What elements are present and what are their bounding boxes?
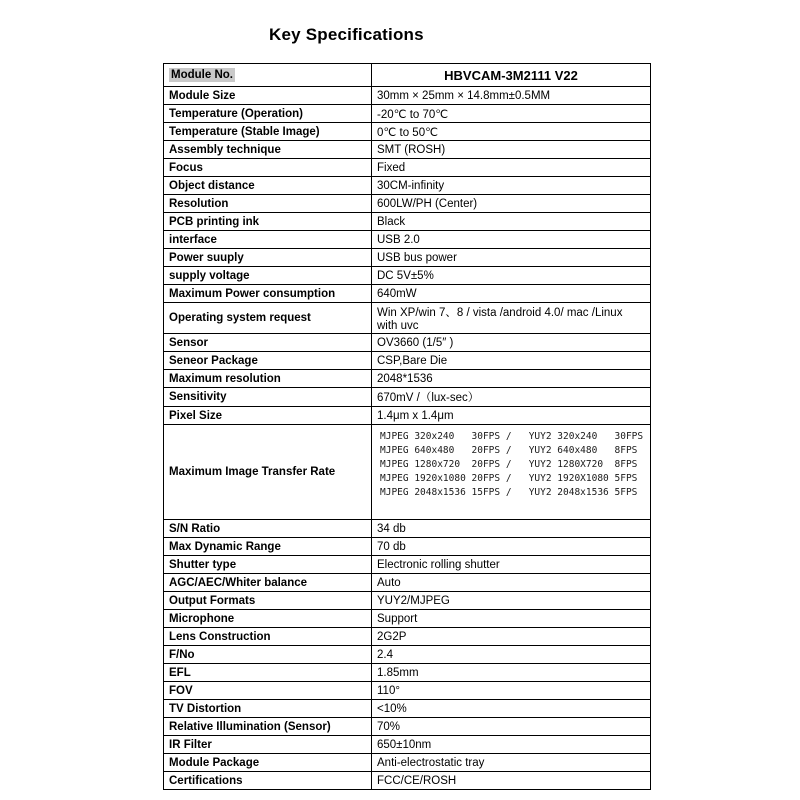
spec-label-cell: Temperature (Operation)	[164, 105, 372, 123]
transfer-rate-line: MJPEG 640x480 20FPS / YUY2 640x480 8FPS	[380, 444, 638, 456]
spec-value-cell: 2048*1536	[372, 370, 651, 388]
spec-row	[164, 231, 651, 249]
spec-value-cell: 70 db	[372, 538, 651, 556]
spec-value-cell: 0℃ to 50℃	[372, 123, 651, 141]
spec-value-cell: Fixed	[372, 159, 651, 177]
spec-label-cell: Assembly technique	[164, 141, 372, 159]
spec-row	[164, 556, 651, 574]
spec-label-cell: Power suuply	[164, 249, 372, 267]
module-no-highlight: Module No.	[171, 69, 233, 81]
spec-label-cell: S/N Ratio	[164, 520, 372, 538]
spec-value-cell: OV3660 (1/5″ )	[372, 334, 651, 352]
spec-value-cell: SMT (ROSH)	[372, 141, 651, 159]
spec-row	[164, 141, 651, 159]
spec-label-cell: Sensor	[164, 334, 372, 352]
transfer-rate-line: MJPEG 2048x1536 15FPS / YUY2 2048x1536 5FPS	[380, 486, 638, 498]
spec-row	[164, 736, 651, 754]
spec-value-cell: 670mV /（lux-sec）	[372, 388, 651, 407]
spec-row	[164, 407, 651, 425]
spec-label-cell: Object distance	[164, 177, 372, 195]
spec-value-cell: FCC/CE/ROSH	[372, 772, 651, 790]
spec-row	[164, 177, 651, 195]
spec-label-cell: Focus	[164, 159, 372, 177]
spec-label-cell: Module Size	[164, 87, 372, 105]
spec-label-cell: Module Package	[164, 754, 372, 772]
spec-label-cell: Relative Illumination (Sensor)	[164, 718, 372, 736]
spec-value-cell: Electronic rolling shutter	[372, 556, 651, 574]
spec-row	[164, 285, 651, 303]
spec-label-cell: Shutter type	[164, 556, 372, 574]
spec-row	[164, 646, 651, 664]
spec-label-cell: FOV	[164, 682, 372, 700]
spec-row	[164, 628, 651, 646]
spec-row	[164, 195, 651, 213]
spec-value-cell: YUY2/MJPEG	[372, 592, 651, 610]
spec-value-cell: 70%	[372, 718, 651, 736]
spec-label-cell: Temperature (Stable Image)	[164, 123, 372, 141]
spec-table	[163, 63, 651, 790]
spec-row	[164, 87, 651, 105]
spec-row	[164, 105, 651, 123]
spec-row	[164, 303, 651, 334]
spec-value-cell: 110°	[372, 682, 651, 700]
spec-label-cell: PCB printing ink	[164, 213, 372, 231]
spec-label-cell: TV Distortion	[164, 700, 372, 718]
spec-label-cell: Certifications	[164, 772, 372, 790]
spec-row	[164, 249, 651, 267]
spec-row	[164, 754, 651, 772]
spec-label-cell: supply voltage	[164, 267, 372, 285]
spec-value-cell: HBVCAM-3M2111 V22	[372, 64, 651, 87]
spec-row	[164, 213, 651, 231]
spec-row	[164, 682, 651, 700]
spec-label-cell	[164, 64, 372, 87]
spec-label-cell: interface	[164, 231, 372, 249]
spec-row	[164, 700, 651, 718]
spec-label-cell: Operating system request	[164, 303, 372, 334]
spec-label-cell: Maximum Power consumption	[164, 285, 372, 303]
spec-value-cell: <10%	[372, 700, 651, 718]
spec-row	[164, 574, 651, 592]
spec-value-cell	[372, 425, 651, 520]
spec-label-cell: IR Filter	[164, 736, 372, 754]
spec-row	[164, 388, 651, 407]
spec-value-cell: -20℃ to 70℃	[372, 105, 651, 123]
spec-label-cell: EFL	[164, 664, 372, 682]
spec-value-cell: USB 2.0	[372, 231, 651, 249]
spec-value-cell: 2.4	[372, 646, 651, 664]
spec-row	[164, 718, 651, 736]
spec-value-cell: Anti-electrostatic tray	[372, 754, 651, 772]
spec-label-cell: AGC/AEC/Whiter balance	[164, 574, 372, 592]
transfer-rate-line: MJPEG 1280x720 20FPS / YUY2 1280X720 8FPS	[380, 458, 638, 470]
spec-row	[164, 159, 651, 177]
transfer-rate-line: MJPEG 320x240 30FPS / YUY2 320x240 30FPS	[380, 430, 644, 442]
spec-value-cell: Win XP/win 7、8 / vista /android 4.0/ mac /Linux with uvc	[372, 303, 651, 334]
spec-label-cell: Max Dynamic Range	[164, 538, 372, 556]
spec-value-cell: 30mm × 25mm × 14.8mm±0.5MM	[372, 87, 651, 105]
spec-label-cell: Resolution	[164, 195, 372, 213]
spec-label-cell: Pixel Size	[164, 407, 372, 425]
spec-row	[164, 772, 651, 790]
spec-value-cell: Auto	[372, 574, 651, 592]
spec-value-cell: DC 5V±5%	[372, 267, 651, 285]
spec-row	[164, 610, 651, 628]
spec-label-cell: Microphone	[164, 610, 372, 628]
spec-label-cell: Maximum Image Transfer Rate	[164, 425, 372, 520]
spec-value-cell: USB bus power	[372, 249, 651, 267]
spec-value-cell: 1.85mm	[372, 664, 651, 682]
spec-label-cell: F/No	[164, 646, 372, 664]
spec-row	[164, 370, 651, 388]
spec-value-cell: Support	[372, 610, 651, 628]
spec-value-cell: 34 db	[372, 520, 651, 538]
spec-label-cell: Lens Construction	[164, 628, 372, 646]
spec-row	[164, 352, 651, 370]
spec-row	[164, 538, 651, 556]
spec-row	[164, 334, 651, 352]
spec-label-cell: Output Formats	[164, 592, 372, 610]
spec-row	[164, 664, 651, 682]
spec-label-cell: Maximum resolution	[164, 370, 372, 388]
spec-value-cell: Black	[372, 213, 651, 231]
spec-row	[164, 520, 651, 538]
page-title: Key Specifications	[269, 25, 424, 44]
transfer-rate-line: MJPEG 1920x1080 20FPS / YUY2 1920X1080 5FPS	[380, 472, 638, 484]
spec-row	[164, 64, 651, 87]
spec-row	[164, 425, 651, 520]
spec-value-cell: 600LW/PH (Center)	[372, 195, 651, 213]
spec-value-cell: 30CM-infinity	[372, 177, 651, 195]
spec-value-cell: 650±10nm	[372, 736, 651, 754]
spec-value-cell: 640mW	[372, 285, 651, 303]
spec-label-cell: Sensitivity	[164, 388, 372, 407]
spec-row	[164, 123, 651, 141]
spec-row	[164, 592, 651, 610]
spec-value-cell: 2G2P	[372, 628, 651, 646]
spec-value-cell: CSP,Bare Die	[372, 352, 651, 370]
spec-value-cell: 1.4μm x 1.4μm	[372, 407, 651, 425]
spec-label-cell: Seneor Package	[164, 352, 372, 370]
spec-row	[164, 267, 651, 285]
